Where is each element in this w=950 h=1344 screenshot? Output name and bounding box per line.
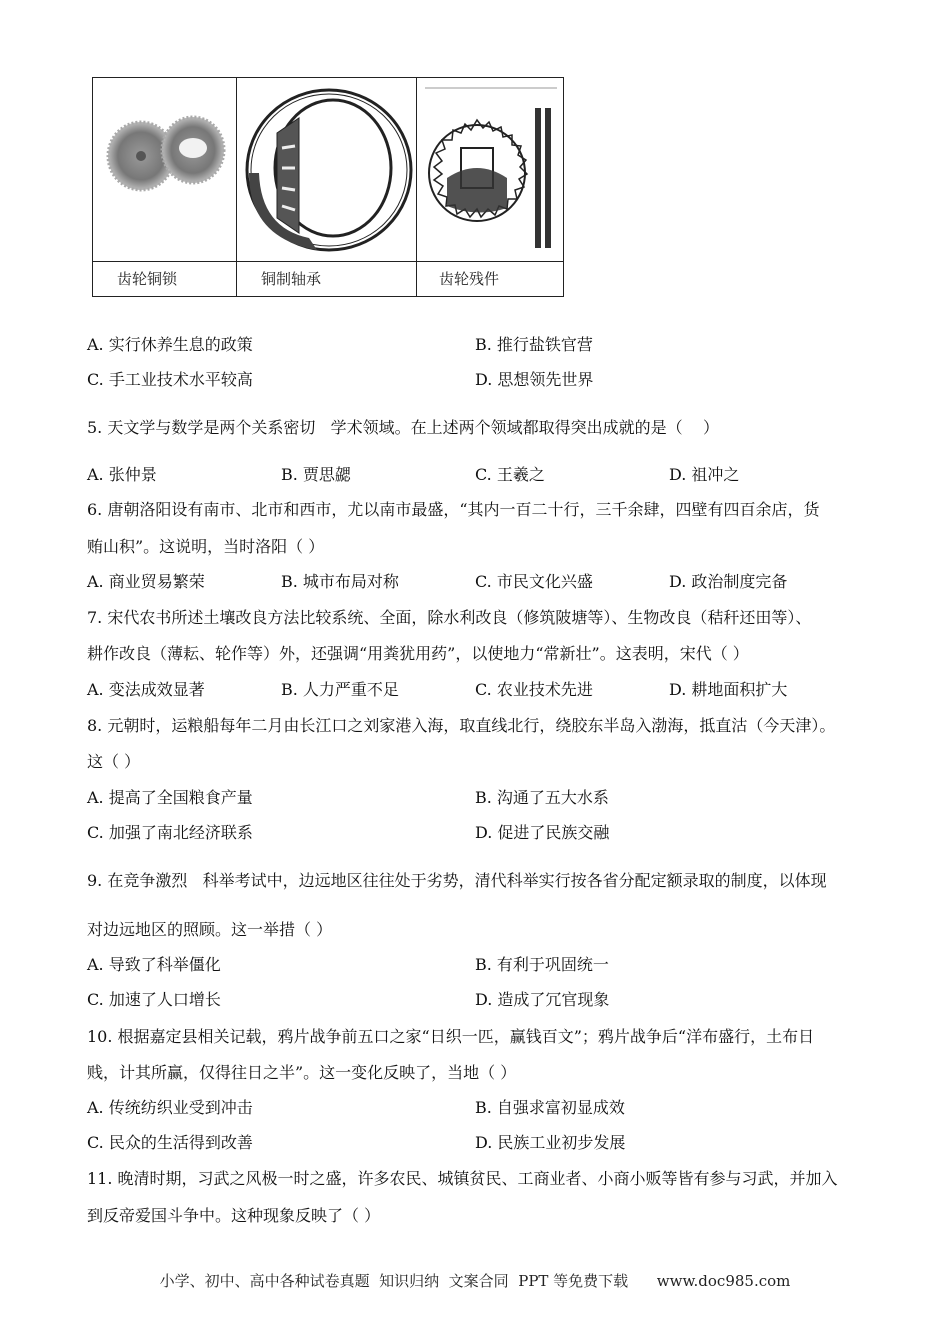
- q8-option-c[interactable]: C. 加强了南北经济联系: [87, 823, 253, 842]
- q11-stem-line-1: 11. 晚清时期，习武之风极一时之盛，许多农民、城镇贫民、工商业者、小商小贩等皆有参与习武，并加入: [87, 1169, 838, 1188]
- q9-stem-line-1: 9. 在竞争激烈 科举考试中，边远地区往往处于劣势，清代科举实行按各省分配定额录取的制度，以体现: [87, 871, 827, 890]
- q5-option-c[interactable]: C. 王羲之: [475, 465, 545, 484]
- q10-option-b[interactable]: B. 自强求富初显成效: [475, 1098, 625, 1117]
- artifact-figure-table: [92, 77, 564, 297]
- q10-option-d[interactable]: D. 民族工业初步发展: [475, 1133, 626, 1152]
- q9-option-d[interactable]: D. 造成了冗官现象: [475, 990, 610, 1009]
- q10-option-a[interactable]: A. 传统纺织业受到冲击: [87, 1098, 253, 1117]
- q9-option-a[interactable]: A. 导致了科举僵化: [87, 955, 221, 974]
- q6-stem-line-1: 6. 唐朝洛阳设有南市、北市和西市，尤以南市最盛，“其内一百二十行，三千余肆，四壁有四百余店，货: [87, 500, 820, 519]
- q5-stem: 5. 天文学与数学是两个关系密切 学术领域。在上述两个领域都取得突出成就的是（ ）: [87, 418, 719, 437]
- q8-option-a[interactable]: A. 提高了全国粮食产量: [87, 788, 253, 807]
- q10-option-c[interactable]: C. 民众的生活得到改善: [87, 1133, 253, 1152]
- q11-stem-line-2: 到反帝爱国斗争中。这种现象反映了（ ）: [87, 1206, 381, 1225]
- q9-option-b[interactable]: B. 有利于巩固统一: [475, 955, 609, 974]
- caption-copper-bearing: 铜制轴承: [261, 270, 322, 288]
- q9-stem-line-2: 对边远地区的照顾。这一举措（ ）: [87, 920, 333, 939]
- q7-stem-line-1: 7. 宋代农书所述土壤改良方法比较系统、全面，除水利改良（修筑陂塘等）、生物改良（秸秆还田等）、: [87, 608, 812, 627]
- q4-option-b[interactable]: B. 推行盐铁官营: [475, 335, 593, 354]
- q5-option-d[interactable]: D. 祖冲之: [669, 465, 740, 484]
- q7-option-b[interactable]: B. 人力严重不足: [281, 680, 399, 699]
- q10-stem-line-1: 10. 根据嘉定县相关记载，鸦片战争前五口之家“日织一匹，赢钱百文”；鸦片战争后“洋布盛行，土布日: [87, 1027, 815, 1046]
- caption-gear-fragment: 齿轮残件: [439, 270, 500, 288]
- q5-option-b[interactable]: B. 贾思勰: [281, 465, 351, 484]
- q6-option-b[interactable]: B. 城市布局对称: [281, 572, 399, 591]
- q4-option-c[interactable]: C. 手工业技术水平较高: [87, 370, 253, 389]
- q7-option-a[interactable]: A. 变法成效显著: [87, 680, 205, 699]
- gear-fragment-image: [417, 78, 564, 261]
- q8-option-d[interactable]: D. 促进了民族交融: [475, 823, 610, 842]
- q6-stem-line-2: 贿山积”。这说明，当时洛阳（ ）: [87, 537, 325, 556]
- page-footer: 小学、初中、高中各种试卷真题 知识归纳 文案合同 PPT 等免费下载 www.doc985.com: [159, 1272, 791, 1290]
- q4-option-d[interactable]: D. 思想领先世界: [475, 370, 594, 389]
- copper-bearing-image: [237, 78, 416, 261]
- gear-copper-lock-image: [93, 78, 236, 261]
- q7-option-c[interactable]: C. 农业技术先进: [475, 680, 593, 699]
- q6-option-a[interactable]: A. 商业贸易繁荣: [87, 572, 205, 591]
- q8-stem-line-2: 这（ ）: [87, 752, 141, 771]
- q6-option-c[interactable]: C. 市民文化兴盛: [475, 572, 593, 591]
- q7-stem-line-2: 耕作改良（薄耘、轮作等）外，还强调“用粪犹用药”，以使地力“常新壮”。这表明，宋代（ ）: [87, 644, 749, 663]
- caption-gear-copper-lock: 齿轮铜锁: [117, 270, 178, 288]
- q9-option-c[interactable]: C. 加速了人口增长: [87, 990, 221, 1009]
- q7-option-d[interactable]: D. 耕地面积扩大: [669, 680, 788, 699]
- q10-stem-line-2: 贱，计其所赢，仅得往日之半”。这一变化反映了，当地（ ）: [87, 1063, 517, 1082]
- q5-option-a[interactable]: A. 张仲景: [87, 465, 157, 484]
- q8-option-b[interactable]: B. 沟通了五大水系: [475, 788, 609, 807]
- q6-option-d[interactable]: D. 政治制度完备: [669, 572, 788, 591]
- q4-option-a[interactable]: A. 实行休养生息的政策: [87, 335, 253, 354]
- q8-stem-line-1: 8. 元朝时，运粮船每年二月由长江口之刘家港入海，取直线北行，绕胶东半岛入渤海，抵直沽（今天津）。: [87, 716, 836, 735]
